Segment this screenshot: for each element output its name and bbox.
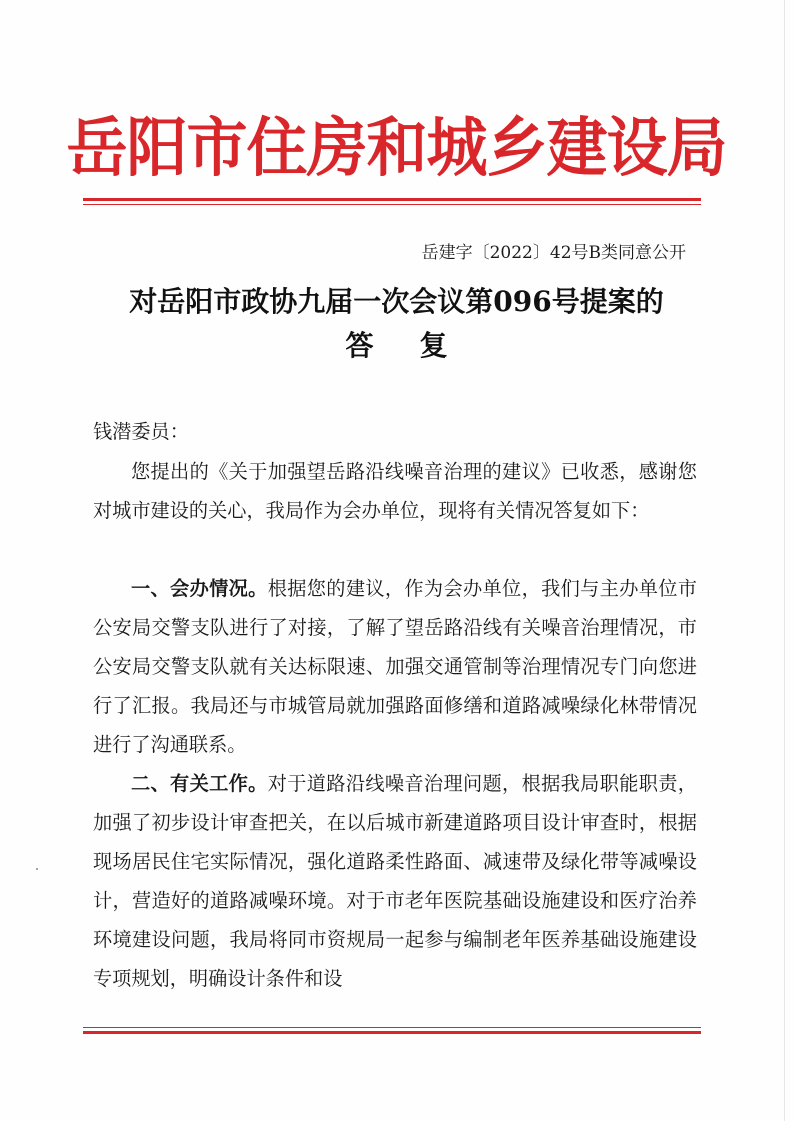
- section-2-paragraph: [93, 764, 697, 998]
- footer-rule-thin: [83, 1027, 701, 1028]
- masthead-rule-thin: [83, 204, 701, 205]
- document-number: 岳建字〔2022〕42号B类同意公开: [421, 243, 686, 263]
- section-1-paragraph: [93, 569, 697, 764]
- section-2-text: 对于道路沿线噪音治理问题，根据我局职能职责，加强了初步设计审查把关，在以后城市新建道路项目设计审查时，根据现场居民住宅实际情况，强化道路柔性路面、减速带及绿化带等减噪设计，营造好的道路减噪环境。对于市老年医院基础设施建设和医疗治养环境建设问题，我局将同市资规局一起参与编制老年医养基础设施建设专项规划，明确设计条件和设: [93, 772, 697, 990]
- document-title-line1: 对岳阳市政协九届一次会议第096号提案的: [129, 285, 664, 318]
- footer-rule-thick: [83, 1031, 701, 1034]
- paragraph-intro-text: 您提出的《关于加强望岳路沿线噪音治理的建议》已收悉，感谢您对城市建设的关心，我局作为会办单位，现将有关情况答复如下：: [93, 460, 697, 522]
- scan-speck: [36, 868, 38, 870]
- document-title-line2: 答复: [345, 329, 494, 362]
- masthead-title: 岳阳市住房和城乡建设局: [66, 111, 727, 186]
- section-2-heading: 二、有关工作。: [131, 772, 268, 795]
- salutation: 钱潜委员：: [93, 420, 189, 443]
- section-1-heading: 一、会办情况。: [131, 577, 268, 600]
- section-1-text: 根据您的建议，作为会办单位，我们与主办单位市公安局交警支队进行了对接，了解了望岳路沿线有关噪音治理情况，市公安局交警支队就有关达标限速、加强交通管制等治理情况专门向您进行了汇报。我局还与市城管局就加强路面修缮和道路减噪绿化林带情况进行了沟通联系。: [93, 577, 697, 756]
- paragraph-intro: [93, 452, 697, 530]
- masthead-rule-thick: [83, 198, 701, 201]
- section-1: [93, 569, 697, 764]
- section-2: [93, 764, 697, 998]
